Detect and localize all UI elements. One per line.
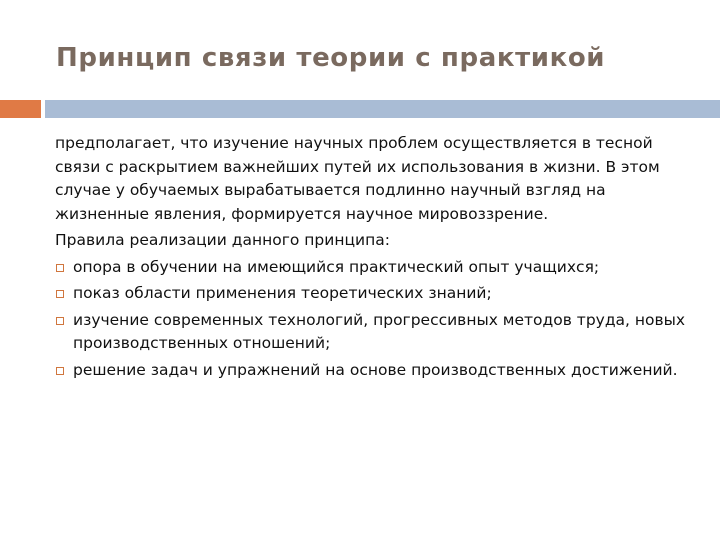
list-item <box>55 256 695 280</box>
rules-list <box>55 256 695 383</box>
accent-bar <box>0 100 41 118</box>
hollow-square-icon <box>56 317 64 325</box>
title-rule-bar <box>45 100 720 118</box>
list-item <box>55 282 695 306</box>
hollow-square-icon <box>56 264 64 272</box>
rules-heading: Правила реализации данного принципа: <box>55 231 390 249</box>
list-item-text: показ области применения теоретических знаний; <box>73 284 492 302</box>
intro-paragraph: предполагает, что изучение научных проблем осуществляется в тесной связи с раскрытием важнейших путей их использования в жизни. В этом случае у обучаемых вырабатывается подлинно научный взгляд на жизненные явления, формируется научное мировоззрение. <box>55 134 660 223</box>
hollow-square-icon <box>56 290 64 298</box>
slide-body <box>55 132 695 385</box>
list-item-text: изучение современных технологий, прогрессивных методов труда, новых производственных отношений; <box>73 310 686 352</box>
hollow-square-icon <box>56 367 64 375</box>
list-item <box>55 309 695 356</box>
list-item-text: решение задач и упражнений на основе производственных достижений. <box>73 360 678 379</box>
list-item <box>55 359 695 383</box>
slide-title: Принцип связи теории с практикой <box>56 43 606 73</box>
list-item-text: опора в обучении на имеющийся практический опыт учащихся; <box>73 257 600 276</box>
